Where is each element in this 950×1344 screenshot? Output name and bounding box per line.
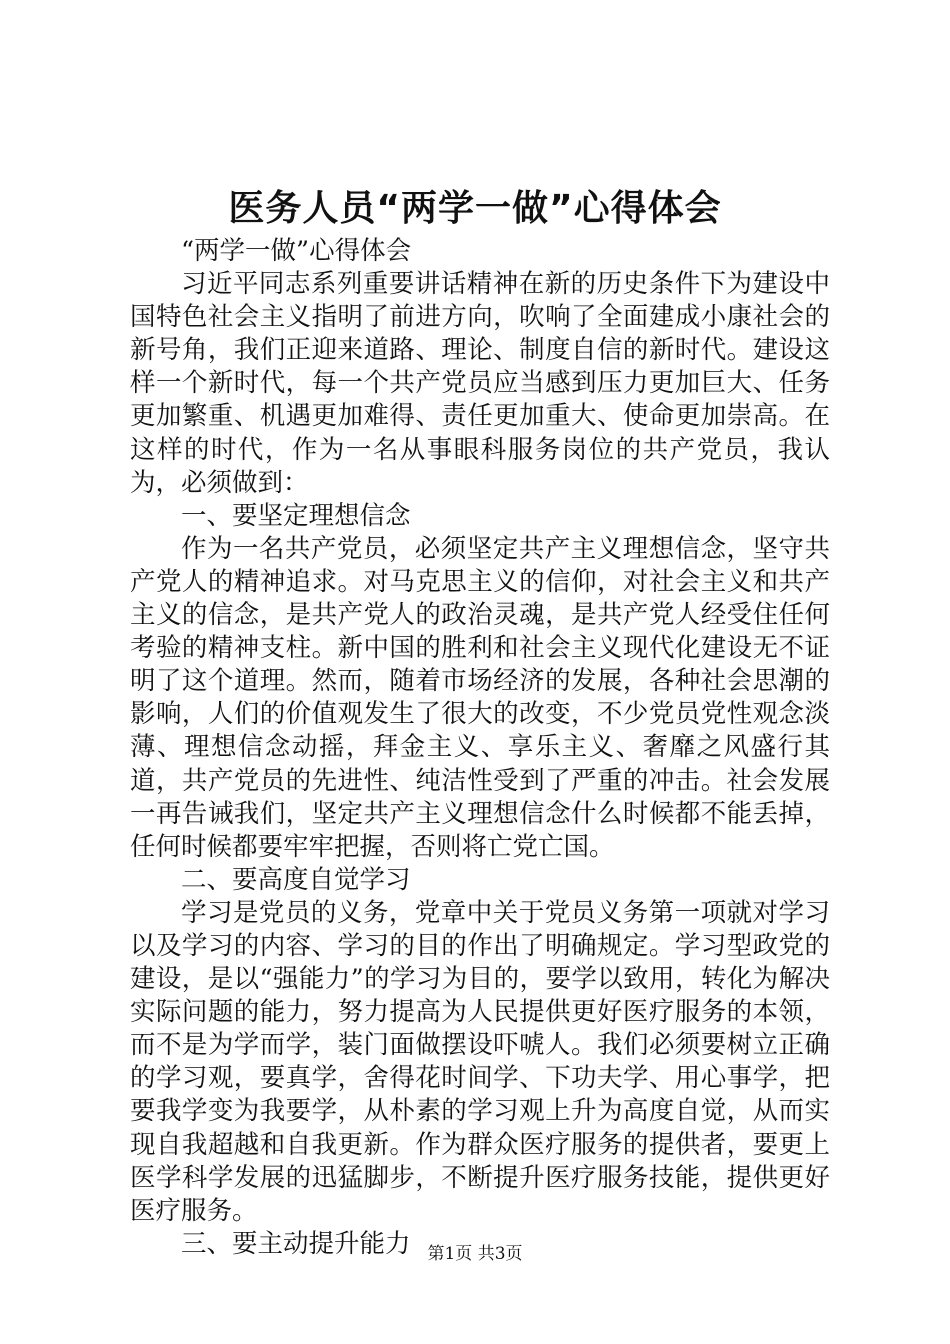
section-paragraph-2: 学习是党员的义务，党章中关于党员义务第一项就对学习以及学习的内容、学习的目的作出了明确规定。学习型政党的建设，是以“强能力”的学习为目的，要学以致用，转化为解决实际问题的能力，努力提高为人民提供更好医疗服务的本领，而不是为学而学，装门面做摆设吓唬人。我们必须要树立正确的学习观，要真学，舍得花时间学、下功夫学、用心事学，把要我学变为我要学，从朴素的学习观上升为高度自觉，从而实现自我超越和自我更新。作为群众医疗服务的提供者，要更上医学科学发展的迅猛脚步，不断提升医疗服务技能，提供更好医疗服务。 — [130, 897, 830, 1226]
intro-paragraph: 习近平同志系列重要讲话精神在新的历史条件下为建设中国特色社会主义指明了前进方向，吹响了全面建成小康社会的新号角，我们正迎来道路、理论、制度自信的新时代。建设这样一个新时代，每一个共产党员应当感到压力更加巨大、任务更加繁重、机遇更加难得、责任更加重大、使命更加崇高。在这样的时代，作为一名从事眼科服务岗位的共产党员，我认为，必须做到： — [130, 269, 830, 498]
document-body — [130, 235, 830, 1261]
page-footer: 第1页 共3页 — [427, 1244, 523, 1264]
document-title: 医务人员“两学一做”心得体会 — [228, 188, 722, 229]
section-heading-2: 二、要高度自觉学习 — [181, 864, 411, 895]
section-heading-3: 三、要主动提升能力 — [181, 1228, 411, 1259]
section-heading-1: 一、要坚定理想信念 — [181, 500, 411, 531]
section-paragraph-1: 作为一名共产党员，必须坚定共产主义理想信念，坚守共产党人的精神追求。对马克思主义的信仰，对社会主义和共产主义的信念，是共产党人的政治灵魂，是共产党人经受住任何考验的精神支柱。新中国的胜利和社会主义现代化建设无不证明了这个道理。然而，随着市场经济的发展，各种社会思潮的影响，人们的价值观发生了很大的改变，不少党员党性观念淡薄、理想信念动摇，拜金主义、享乐主义、奢靡之风盛行其道，共产党员的先进性、纯洁性受到了严重的冲击。社会发展一再告诫我们，坚定共产主义理想信念什么时候都不能丢掉，任何时候都要牢牢把握，否则将亡党亡国。 — [130, 533, 830, 862]
subtitle-paragraph: “两学一做”心得体会 — [181, 236, 412, 266]
